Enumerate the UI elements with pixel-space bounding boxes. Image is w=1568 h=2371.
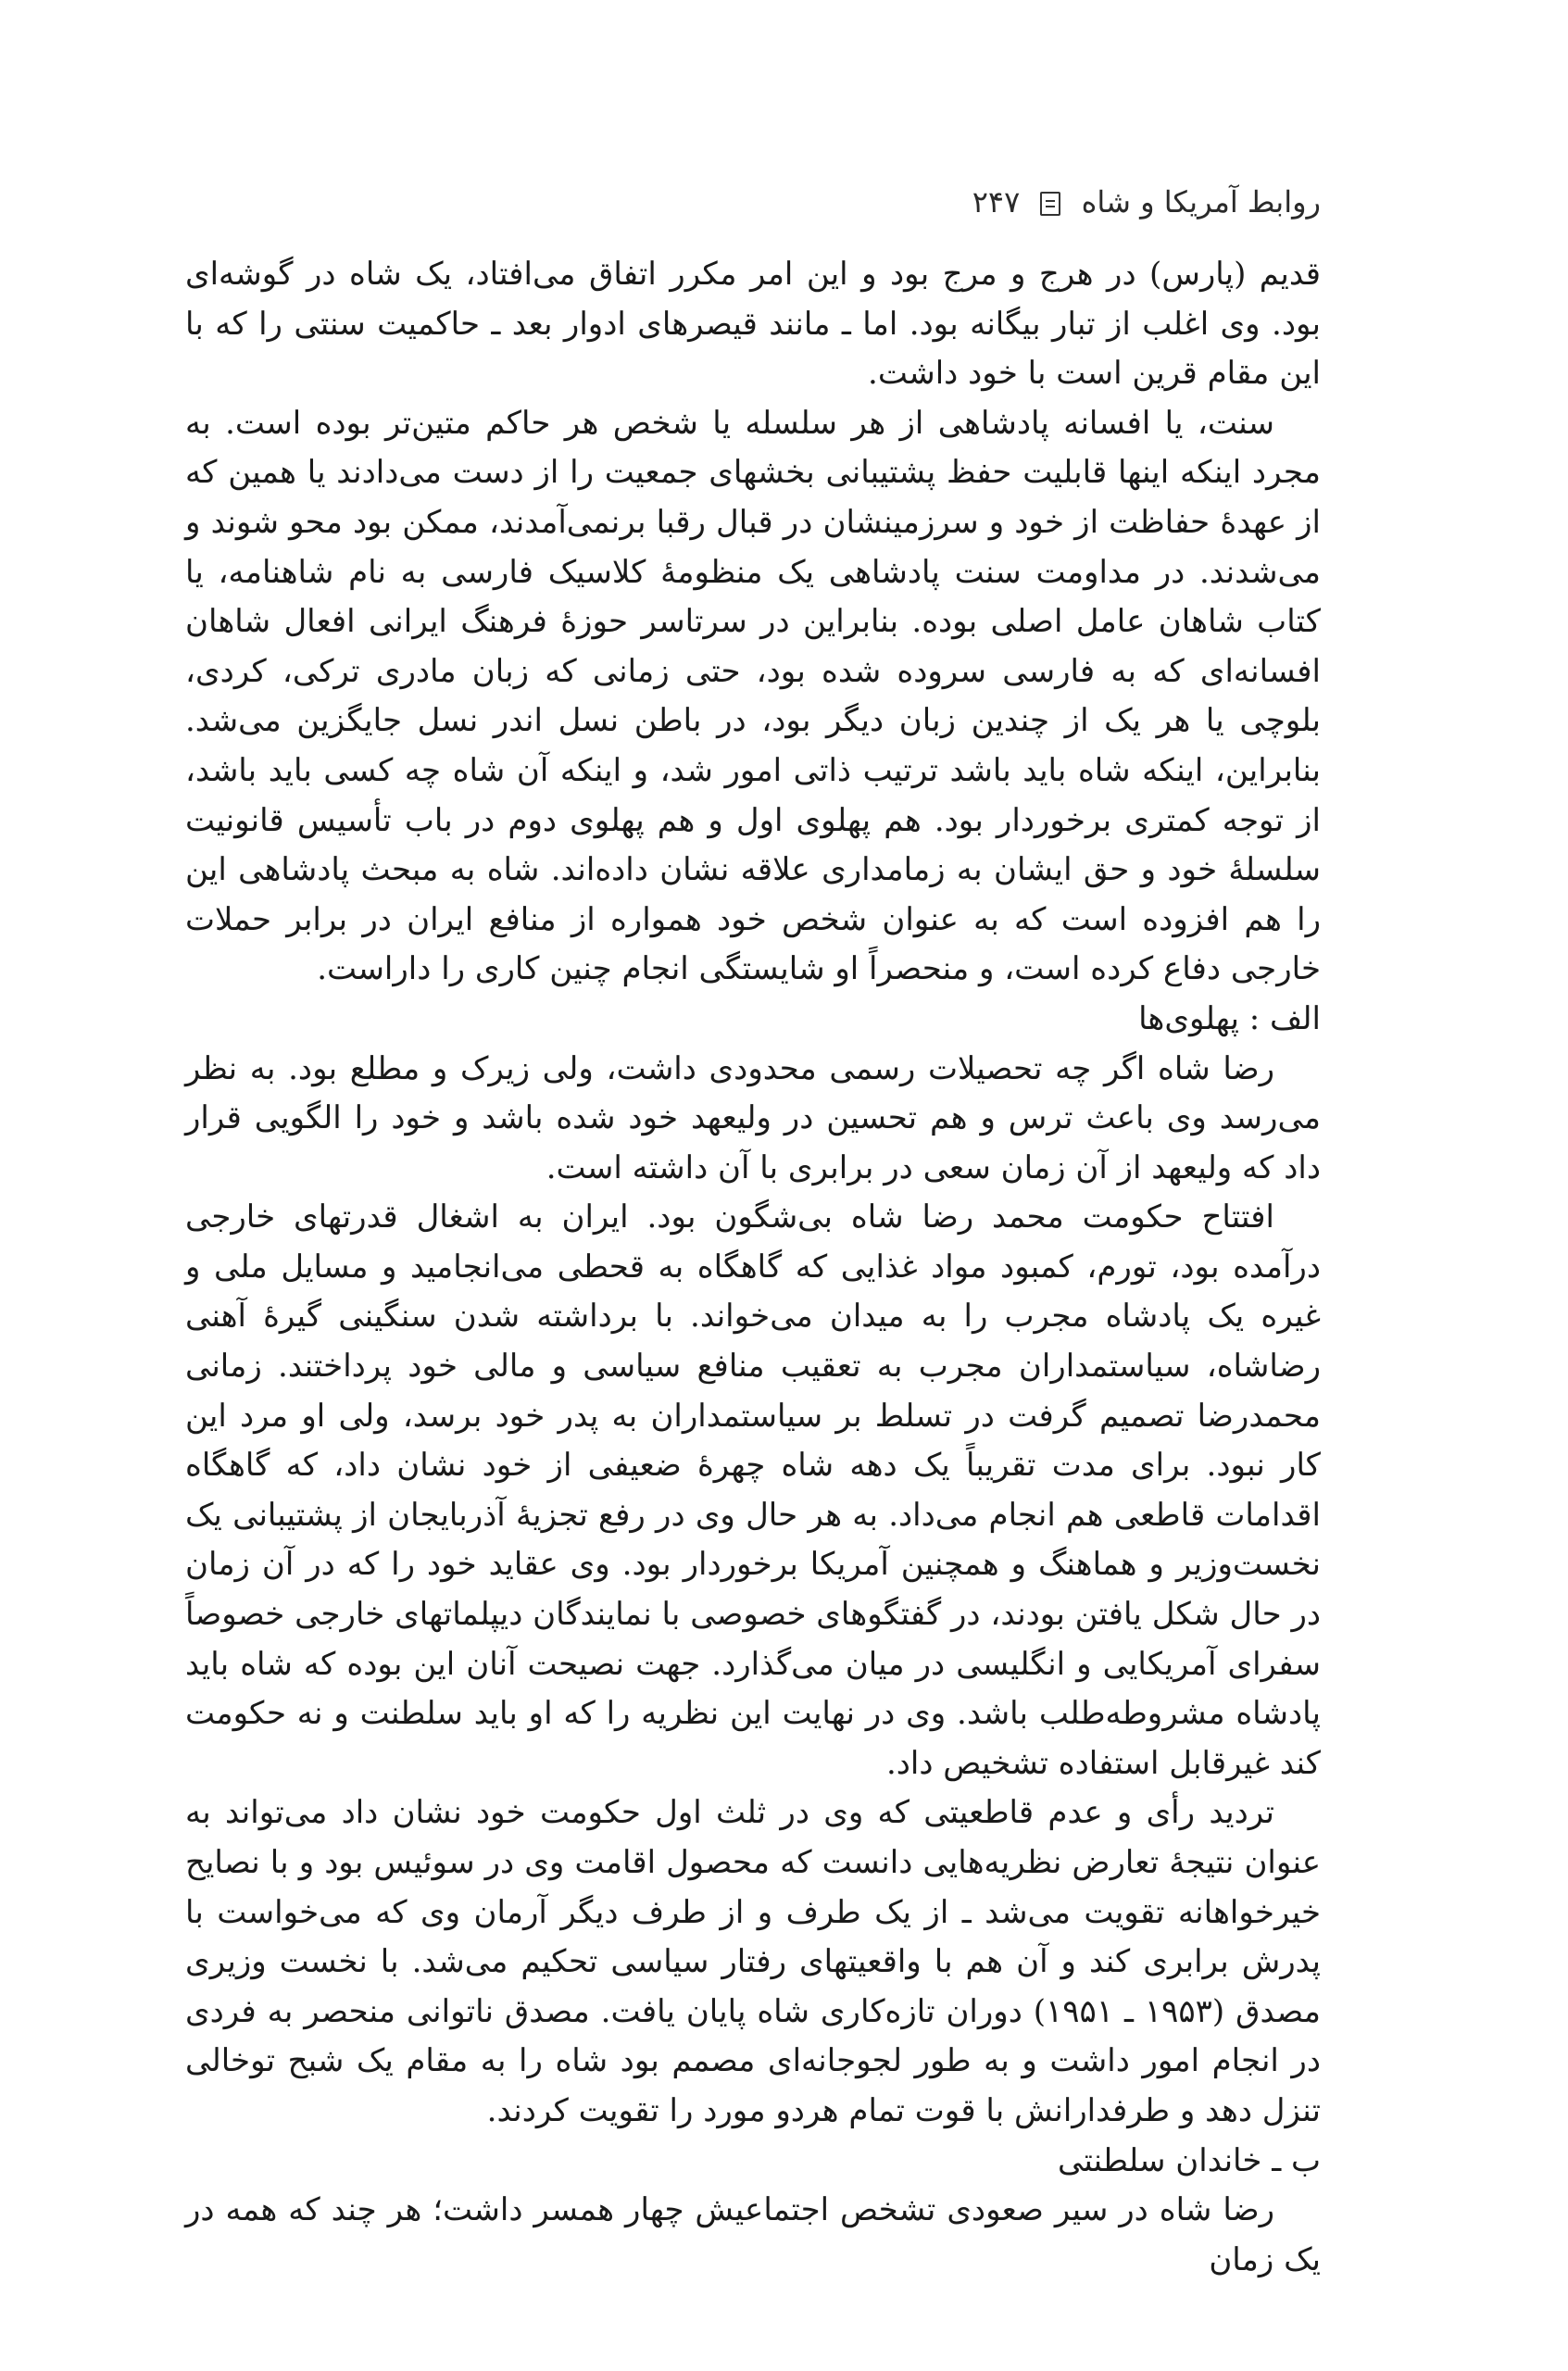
section-heading-b: ب ـ خاندان سلطنتی: [1058, 2141, 1321, 2179]
book-icon: [1040, 192, 1060, 216]
paragraph: رضا شاه اگر چه تحصیلات رسمی محدودی داشت، ولی زیرک و مطلع بود. به نظر می‌رسد وی باعث ترس و هم تحسین در ولیعهد خود شده باشد و خود را الگویی قرار داد که ولیعهد از آن زمان سعی در برابری با آن داشته است.: [185, 1049, 1321, 1186]
paragraph: افتتاح حکومت محمد رضا شاه بی‌شگون بود. ایران به اشغال قدرتهای خارجی درآمده بود، تورم، کمبود مواد غذایی که گاهگاه به قحطی می‌انجامید و مسایل ملی و غیره یک پادشاه مجرب را به میدان می‌خواند. با برداشته شدن سنگینی گیرهٔ آهنی رضاشاه، سیاستمداران مجرب به تعقیب منافع سیاسی و مالی خود پرداختند. زمانی محمدرضا تصمیم گرفت در تسلط بر سیاستمداران به پدر خود برسد، ولی او مرد این کار نبود. برای مدت تقریباً یک دهه شاه چهرهٔ ضعیفی از خود نشان داد، که گاهگاه اقدامات قاطعی هم انجام می‌داد. به هر حال وی در رفع تجزیهٔ آذربایجان از پشتیبانی یک نخست‌وزیر و هماهنگ و همچنین آمریکا برخوردار بود. وی عقاید خود را که در آن زمان در حال شکل یافتن بودند، در گفتگوهای خصوصی با نمایندگان دیپلماتهای خارجی خصوصاً سفرای آمریکایی و انگلیسی در میان می‌گذارد. جهت نصیحت آنان این بوده که شاه باید پادشاه مشروطه‌طلب باشد. وی در نهایت این نظریه را که او باید سلطنت و نه حکومت کند غیرقابل استفاده تشخیص داد.: [185, 1198, 1322, 1782]
section-heading-a: الف : پهلوی‌ها: [1138, 999, 1321, 1037]
running-title: روابط آمریکا و شاه: [1081, 184, 1321, 220]
paragraph: سنت، یا افسانه پادشاهی از هر سلسله یا شخص هر حاکم متین‌تر بوده است. به مجرد اینکه اینها قابلیت حفظ پشتیبانی بخشهای جمعیت را از دست می‌دادند یا همین که از عهدهٔ حفاظت از خود و سرزمینشان در قبال رقبا برنمی‌آمدند، ممکن بود محو شوند و می‌شدند. در مداومت سنت پادشاهی یک منظومهٔ کلاسیک فارسی به نام شاهنامه، یا کتاب شاهان عامل اصلی بوده. بنابراین در سرتاسر حوزهٔ فرهنگ ایرانی افعال شاهان افسانه‌ای که به فارسی سروده شده بود، حتی زمانی که زبان مادری ترکی، کردی، بلوچی یا هر یک از چندین زبان دیگر بود، در باطن نسل اندر نسل جایگزین می‌شد. بنابراین، اینکه شاه باید باشد ترتیب ذاتی امور شد، و اینکه آن شاه چه کسی باید باشد، از توجه کمتری برخوردار بود. هم پهلوی اول و هم پهلوی دوم در باب تأسیس قانونیت سلسلهٔ خود و حق ایشان به زمامداری علاقه نشان داده‌اند. شاه به مبحث پادشاهی این را هم افزوده است که به عنوان شخص خود همواره از منافع ایران در برابر حملات خارجی دفاع کرده است، و منحصراً او شایستگی انجام چنین کاری را داراست.: [185, 404, 1321, 988]
paragraph: رضا شاه در سیر صعودی تشخص اجتماعیش چهار همسر داشت؛ هر چند که همه در یک زمان: [185, 2191, 1321, 2278]
body-text: [185, 250, 1321, 2285]
paragraph-continued: قدیم (پارس) در هرج و مرج بود و این امر مکرر اتفاق می‌افتاد، یک شاه در گوشه‌ای بود. وی اغلب از تبار بیگانه بود. اما ـ مانند قیصرهای ادوار بعد ـ حاکمیت سنتی را که با این مقام قرین است با خود داشت.: [185, 256, 1321, 393]
paragraph: تردید رأی و عدم قاطعیتی که وی در ثلث اول حکومت خود نشان داد می‌تواند به عنوان نتیجهٔ تعارض نظریه‌هایی دانست که محصول اقامت وی در سوئیس بود و با نصایح خیرخواهانه تقویت می‌شد ـ از یک طرف و از طرف دیگر آرمان وی که می‌خواست با پدرش برابری کند و آن هم با واقعیتهای رفتار سیاسی تحکیم می‌شد. با نخست وزیری مصدق (۱۹۵۳ ـ ۱۹۵۱) دوران تازه‌کاری شاه پایان یافت. مصدق ناتوانی منحصر به فردی در انجام امور داشت و به طور لجوجانه‌ای مصمم بود شاه را به مقام یک شبح توخالی تنزل دهد و طرفدارانش با قوت تمام هردو مورد را تقویت کردند.: [185, 1794, 1321, 2129]
running-head: [222, 182, 1321, 222]
page-number: ۲۴۷: [972, 184, 1021, 220]
